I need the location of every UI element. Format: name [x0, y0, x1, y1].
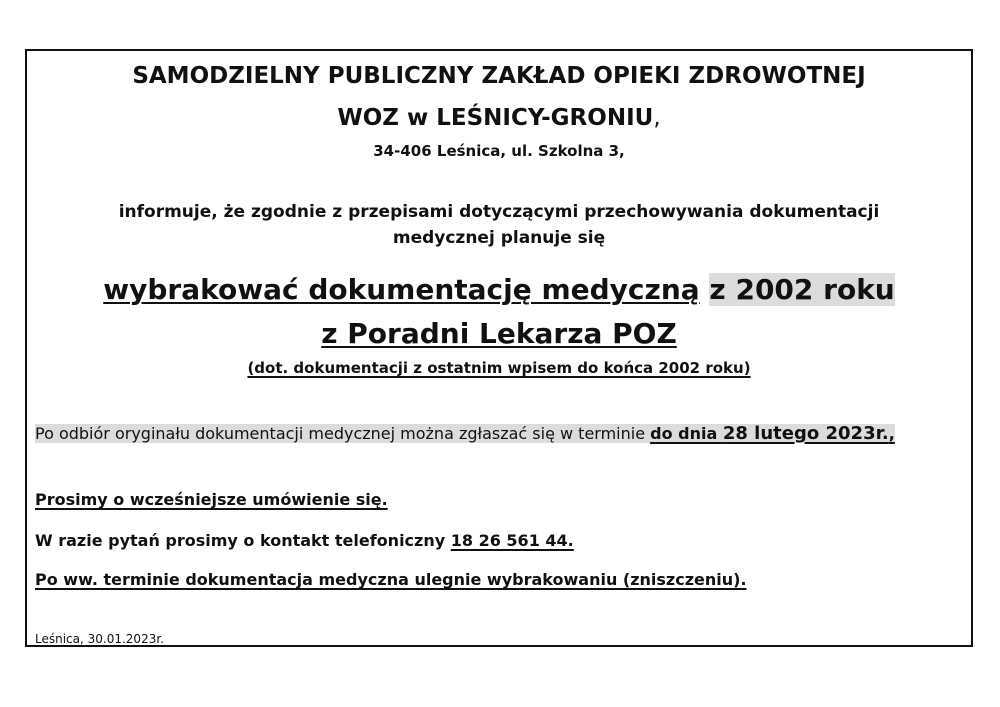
destruction-text: Po ww. terminie dokumentacja medyczna ulegnie wybrakowaniu (zniszczeniu). — [35, 570, 747, 589]
headline-line1 — [27, 273, 971, 306]
headline-line2: z Poradni Lekarza POZ — [321, 317, 677, 350]
contact-phone: 18 26 561 44. — [450, 531, 574, 550]
pickup-deadline-suffix: , — [888, 424, 895, 443]
headline-action: wybrakować dokumentację medyczną — [103, 273, 700, 306]
facility-name: WOZ w LEŚNICY-GRONIU — [337, 105, 654, 131]
contact-notice — [35, 531, 574, 550]
pickup-deadline-prefix: do dnia — [650, 424, 723, 443]
place-date: Leśnica, 30.01.2023r. — [35, 632, 164, 646]
destruction-notice — [35, 570, 747, 589]
intro-line2: medycznej planuje się — [392, 228, 606, 248]
notice-frame — [25, 49, 973, 647]
facility-name-comma: , — [653, 105, 661, 131]
intro-line1: informuje, że zgodnie z przepisami dotyczącymi przechowywania dokumentacji — [118, 202, 880, 222]
pickup-line — [35, 423, 895, 444]
contact-text: W razie pytań prosimy o kontakt telefoniczny — [35, 531, 451, 550]
headline-note — [27, 359, 971, 377]
facility-address: 34-406 Leśnica, ul. Szkolna 3, — [373, 142, 625, 160]
headline-year: z 2002 roku — [709, 273, 895, 306]
appointment-notice — [35, 490, 388, 509]
pickup-deadline-date: 28 lutego 2023r. — [722, 423, 889, 444]
header-title-line1: SAMODZIELNY PUBLICZNY ZAKŁAD OPIEKI ZDROWOTNEJ — [132, 63, 866, 89]
header-title-line2 — [27, 105, 971, 131]
pickup-deadline — [650, 424, 895, 443]
appointment-text: Prosimy o wcześniejsze umówienie się. — [35, 490, 388, 509]
pickup-text: Po odbiór oryginału dokumentacji medycznej można zgłaszać się w terminie — [35, 424, 651, 443]
headline-note-text: (dot. dokumentacji z ostatnim wpisem do końca 2002 roku) — [247, 359, 751, 377]
